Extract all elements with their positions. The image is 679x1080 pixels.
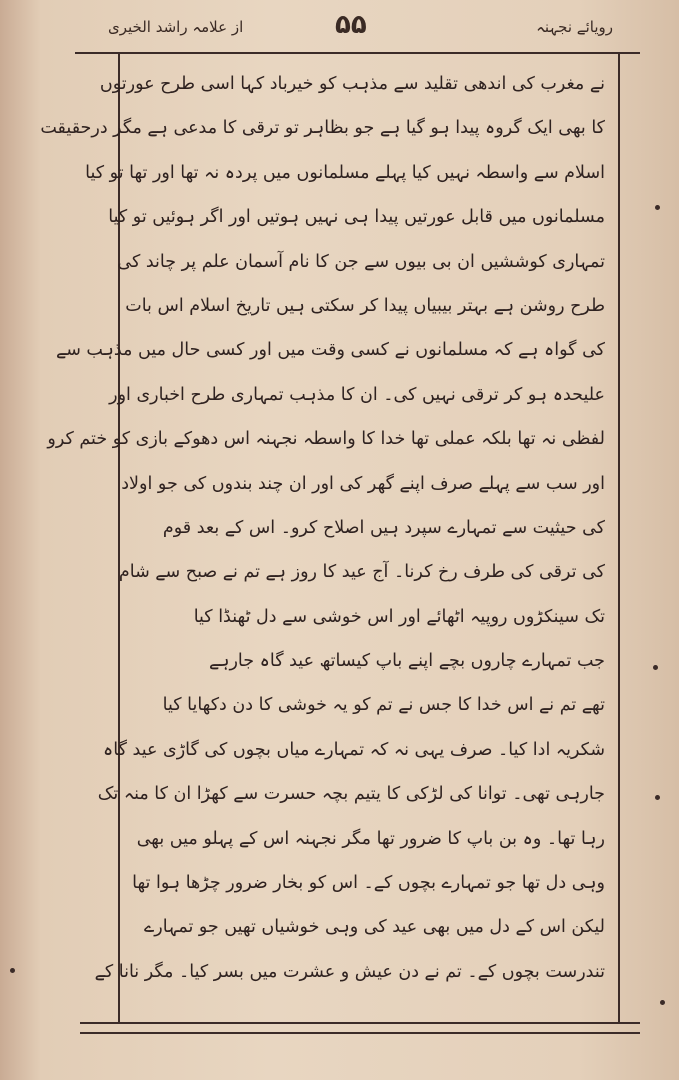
text-line: تھے تم نے اس خدا کا جس نے تم کو یہ خوشی کا دن دکھایا کیا: [162, 695, 605, 716]
text-line: تمہاری کوششیں ان بی بیوں سے جن کا نام آسمان علم پر چاند کی: [117, 251, 605, 272]
frame-right-rule: [618, 52, 620, 1024]
text-line: جارہی تھی۔ توانا کی لڑکی کا یتیم بچہ حسرت سے کھڑا ان کا منہ تک: [97, 784, 605, 805]
text-line: لیکن اس کے دل میں بھی عید کی وہی خوشیاں تھیں جو تمہارے: [144, 917, 605, 938]
page-header: [80, 8, 639, 50]
footer-rule-bottom: [80, 1032, 640, 1034]
text-line: وہی دل تھا جو تمہارے بچوں کے۔ اس کو بخار ضرور چڑھا ہوا تھا: [132, 873, 605, 894]
text-line: لفظی نہ تھا بلکہ عملی تھا خدا کا واسطہ نجہنہ اس دھوکے بازی کو ختم کرو: [47, 429, 605, 450]
text-line: کی گواہ ہے کہ مسلمانوں نے کسی وقت میں اور کسی حال میں مذہب سے: [55, 340, 605, 361]
text-line: نے مغرب کی اندھی تقلید سے مذہب کو خیرباد کہا اسی طرح عورتوں: [99, 74, 605, 94]
text-line: کا بھی ایک گروہ پیدا ہو گیا ہے جو بظاہر تو ترقی کا مدعی ہے مگر درحقیقت: [40, 118, 605, 139]
ink-speck: [660, 1000, 665, 1005]
body-text: [40, 62, 605, 994]
ink-speck: [653, 665, 658, 670]
ink-speck: [10, 968, 15, 973]
text-line: علیحدہ ہو کر ترقی نہیں کی۔ ان کا مذہب تمہاری طرح اخباری اور: [109, 384, 605, 405]
text-line: کی حیثیت سے تمہارے سپرد ہیں اصلاح کرو۔ اس کے بعد قوم: [162, 517, 605, 538]
book-title: رویائے نجہنہ: [536, 18, 613, 36]
text-line: جب تمہارے چاروں بچے اپنے باپ کیساتھ عید گاہ جارہے: [208, 651, 605, 672]
ink-speck: [655, 205, 660, 210]
text-line: اور سب سے پہلے صرف اپنے گھر کی اور ان چند بندوں کی جو اولاد: [121, 473, 605, 494]
text-line: تک سینکڑوں روپیہ اٹھائے اور اس خوشی سے دل ٹھنڈا کیا: [193, 606, 605, 627]
ink-speck: [655, 795, 660, 800]
author-line: از علامہ راشد الخیری: [108, 18, 244, 36]
page-number: ۵۵: [335, 10, 367, 40]
header-rule: [75, 52, 640, 54]
text-line: اسلام سے واسطہ نہیں کیا پہلے مسلمانوں میں پردہ نہ تھا اور تھا تو کیا: [85, 162, 605, 183]
text-line: طرح روشن ہے بہتر بیبیاں پیدا کر سکتی ہیں تاریخ اسلام اس بات: [125, 295, 605, 316]
text-line: رہا تھا۔ وہ بن باپ کا ضرور تھا مگر نجہنہ اس کے پہلو میں بھی: [136, 828, 605, 849]
text-line: کی ترقی کی طرف رخ کرنا۔ آج عید کا روز ہے تم نے صبح سے شام: [118, 562, 605, 583]
text-line: مسلمانوں میں قابل عورتیں پیدا ہی نہیں ہوتیں اور اگر ہوئیں تو کیا: [108, 207, 605, 228]
footer-rule-top: [80, 1022, 640, 1024]
text-line: شکریہ ادا کیا۔ صرف یہی نہ کہ تمہارے میاں بچوں کی گاڑی عید گاہ: [103, 739, 605, 760]
text-line: تندرست بچوں کے۔ تم نے دن عیش و عشرت میں بسر کیا۔ مگر نانا کے: [94, 961, 605, 982]
